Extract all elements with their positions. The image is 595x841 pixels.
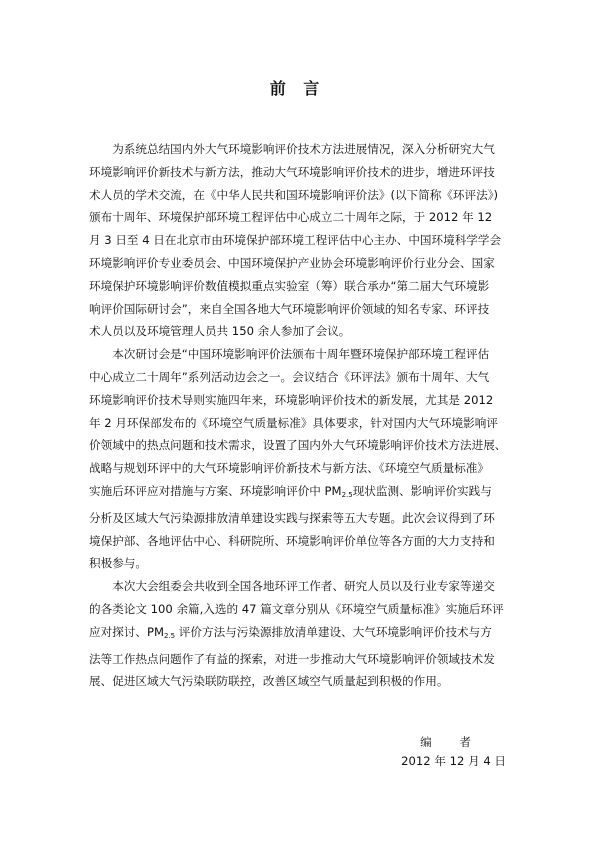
text-line: 年 2 月环保部发布的《环境空气质量标准》具体要求，针对国内大气环境影响评	[89, 415, 498, 430]
text-line: 境保护部、各地评估中心、科研院所、环境影响评价单位等各方面的大力支持和	[89, 533, 495, 548]
text-line: 本次大会组委会共收到全国各地环评工作者、研究人员以及行业专家等递交	[112, 579, 495, 594]
signature-author: 编 者	[420, 735, 483, 749]
text-line: 的各类论文 100 余篇,入选的 47 篇文章分别从《环境空气质量标准》实施后环评	[89, 601, 504, 616]
text-line: 战略与规划环评中的大气环境影响评价新技术与新方法、《环境空气质量标准》	[89, 461, 489, 476]
text-line: 颁布十周年、环境保护部环境工程评估中心成立二十周年之际，于 2012 年 12	[89, 210, 493, 225]
text-line: 环境影响评价新技术与新方法，推动大气环境影响评价技术的进步，增进环评技	[89, 164, 495, 179]
text-line: 术人员的学术交流，在《中华人民共和国环境影响评价法》(以下简称《环评法》)	[89, 187, 499, 202]
paragraph-3	[89, 575, 512, 693]
paragraph-1	[89, 138, 512, 343]
text-line: 法等工作热点问题作了有益的探索，对进一步推动大气环境影响评价领域技术发	[89, 651, 495, 666]
text-line: 月 3 日至 4 日在北京市由环境保护部环境工程评估中心主办、中国环境科学学会	[89, 233, 502, 248]
text-line: 应对探讨、$PM_{2.5}$ 评价方法与污染源排放清单建设、大气环境影响评价技术与方	[89, 624, 492, 640]
text-line: 价领域中的热点问题和技术需求，设置了国内外大气环境影响评价技术方法进展、	[89, 438, 507, 453]
text-line: 响评价国际研讨会”，来自全国各地大气环境影响评价领域的知名专家、环评技	[89, 301, 490, 316]
text-line: 实施后环评应对措施与方案、环境影响评价中 $PM_{2.5}$现状监测、影响评价实践与	[89, 483, 492, 499]
text-line: 环境影响评价技术导则实施四年来，环境影响评价技术的新发展，尤其是 2012	[89, 392, 494, 407]
preface-body	[89, 138, 512, 693]
pm-subscript: 2.5	[341, 490, 353, 499]
text-line: 展、促进区域大气污染联防联控，改善区域空气质量起到积极的作用。	[89, 674, 449, 689]
paragraph-2	[89, 343, 512, 575]
text-line: 环境保护环境影响评价数值模拟重点实验室（筹）联合承办“第二届大气环境影	[89, 278, 490, 293]
text-line: 术人员以及环境管理人员共 150 余人参加了会议。	[89, 324, 351, 339]
text-line: 本次研讨会是“中国环境影响评价法颁布十周年暨环境保护部环境工程评估	[112, 347, 490, 362]
text-line: 环境影响评价专业委员会、中国环境保护产业协会环境影响评价行业分会、国家	[89, 255, 495, 270]
text-line: 分析及区域大气污染源排放清单建设实践与探索等五大专题。此次会议得到了环	[89, 510, 495, 525]
text-line: 中心成立二十周年”系列活动边会之一。会议结合《环评法》颁布十周年、大气	[89, 369, 490, 384]
signature-date: 2012 年 12 月 4 日	[401, 754, 506, 768]
pm-subscript: 2.5	[163, 631, 176, 640]
text-line: 为系统总结国内外大气环境影响评价技术方法进展情况，深入分析研究大气	[112, 142, 495, 156]
page-title: 前 言	[269, 79, 326, 98]
text-line: 积极参与。	[89, 556, 147, 571]
